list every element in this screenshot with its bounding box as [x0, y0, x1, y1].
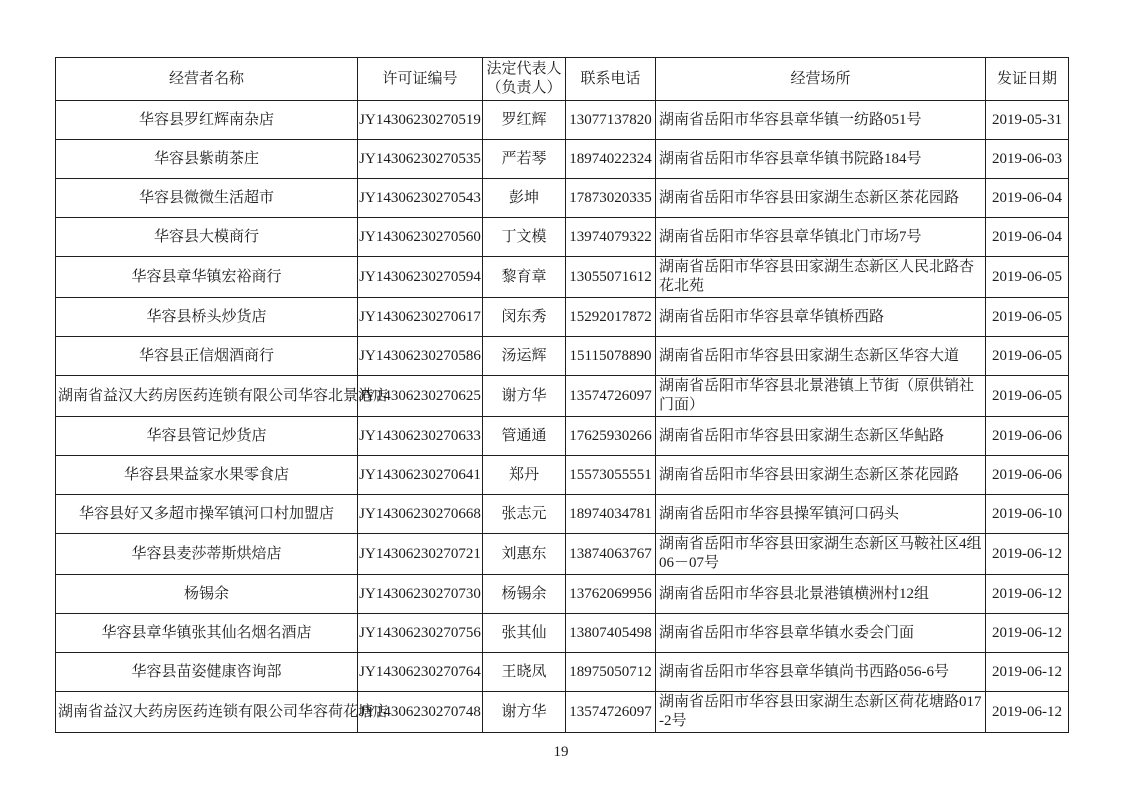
- cell-address: 湖南省岳阳市华容县章华镇北门市场7号: [656, 218, 986, 257]
- cell-name: [56, 456, 358, 495]
- table-row: [56, 417, 1069, 456]
- cell-representative: 闵东秀: [483, 298, 566, 337]
- cell-name: [56, 614, 358, 653]
- cell-issue-date: 2019-06-05: [986, 337, 1069, 376]
- cell-representative: 汤运辉: [483, 337, 566, 376]
- cell-phone: 15573055551: [566, 456, 656, 495]
- cell-address: 湖南省岳阳市华容县北景港镇横洲村12组: [656, 575, 986, 614]
- cell-license: JY14306230270560: [358, 218, 483, 257]
- business-name-text: 杨锡余: [183, 585, 229, 602]
- business-name-text: 华容县章华镇宏裕商行: [131, 268, 282, 285]
- table-row: [56, 376, 1069, 417]
- cell-name: [56, 101, 358, 140]
- table-row: [56, 456, 1069, 495]
- cell-issue-date: 2019-06-05: [986, 376, 1069, 417]
- cell-phone: 13077137820: [566, 101, 656, 140]
- cell-issue-date: 2019-06-12: [986, 534, 1069, 575]
- cell-issue-date: 2019-06-12: [986, 653, 1069, 692]
- cell-phone: 13874063767: [566, 534, 656, 575]
- cell-license: JY14306230270625: [358, 376, 483, 417]
- table-row: [56, 692, 1069, 733]
- cell-representative: 张志元: [483, 495, 566, 534]
- cell-address: 湖南省岳阳市华容县章华镇桥西路: [656, 298, 986, 337]
- business-name-text: 湖南省益汉大药房医药连锁有限公司华容荷花塘店: [58, 703, 389, 720]
- license-table: [55, 57, 1069, 733]
- cell-representative: 张其仙: [483, 614, 566, 653]
- cell-issue-date: 2019-06-12: [986, 614, 1069, 653]
- cell-license: JY14306230270721: [358, 534, 483, 575]
- page-number: 19: [553, 744, 569, 760]
- cell-representative: 严若琴: [483, 140, 566, 179]
- cell-address: 湖南省岳阳市华容县田家湖生态新区茶花园路: [656, 456, 986, 495]
- cell-name: [56, 653, 358, 692]
- table-row: [56, 653, 1069, 692]
- col-header-address: 经营场所: [656, 58, 986, 101]
- cell-representative: 刘惠东: [483, 534, 566, 575]
- cell-representative: 谢方华: [483, 692, 566, 733]
- business-name-text: 华容县桥头炒货店: [146, 308, 267, 325]
- business-name-text: 华容县好又多超市操军镇河口村加盟店: [78, 505, 334, 522]
- business-name-text: 华容县苗姿健康咨询部: [131, 663, 282, 680]
- cell-phone: 13574726097: [566, 692, 656, 733]
- cell-issue-date: 2019-06-12: [986, 692, 1069, 733]
- cell-license: JY14306230270764: [358, 653, 483, 692]
- cell-license: JY14306230270617: [358, 298, 483, 337]
- cell-representative: 丁文模: [483, 218, 566, 257]
- table-row: [56, 614, 1069, 653]
- cell-name: [56, 298, 358, 337]
- cell-address: 湖南省岳阳市华容县田家湖生态新区马鞍社区4组06－07号: [656, 534, 986, 575]
- cell-issue-date: 2019-06-04: [986, 179, 1069, 218]
- cell-representative: 谢方华: [483, 376, 566, 417]
- cell-name: [56, 179, 358, 218]
- col-header-license: 许可证编号: [358, 58, 483, 101]
- cell-phone: 15292017872: [566, 298, 656, 337]
- cell-name: [56, 417, 358, 456]
- cell-license: JY14306230270535: [358, 140, 483, 179]
- cell-phone: 13762069956: [566, 575, 656, 614]
- cell-address: 湖南省岳阳市华容县北景港镇上节街（原供销社门面）: [656, 376, 986, 417]
- cell-issue-date: 2019-06-03: [986, 140, 1069, 179]
- cell-representative: 杨锡余: [483, 575, 566, 614]
- business-name-text: 华容县麦莎蒂斯烘焙店: [131, 545, 282, 562]
- cell-issue-date: 2019-06-12: [986, 575, 1069, 614]
- table-row: [56, 534, 1069, 575]
- cell-name: [56, 257, 358, 298]
- col-header-name: 经营者名称: [56, 58, 358, 101]
- table-row: [56, 101, 1069, 140]
- business-name-text: 华容县罗红辉南杂店: [138, 111, 274, 128]
- table-row: [56, 298, 1069, 337]
- cell-phone: 13055071612: [566, 257, 656, 298]
- cell-address: 湖南省岳阳市华容县章华镇水委会门面: [656, 614, 986, 653]
- cell-name: [56, 692, 389, 733]
- cell-address: 湖南省岳阳市华容县田家湖生态新区茶花园路: [656, 179, 986, 218]
- cell-phone: 18975050712: [566, 653, 656, 692]
- cell-representative: 彭坤: [483, 179, 566, 218]
- cell-name: [56, 140, 358, 179]
- table-body: [56, 101, 1069, 733]
- cell-address: 湖南省岳阳市华容县章华镇一纺路051号: [656, 101, 986, 140]
- cell-name: [56, 575, 358, 614]
- business-name-text: 华容县章华镇张其仙名烟名酒店: [101, 624, 312, 641]
- cell-phone: 18974022324: [566, 140, 656, 179]
- cell-phone: 18974034781: [566, 495, 656, 534]
- cell-license: JY14306230270519: [358, 101, 483, 140]
- cell-phone: 15115078890: [566, 337, 656, 376]
- cell-representative: 管通通: [483, 417, 566, 456]
- cell-representative: 黎育章: [483, 257, 566, 298]
- cell-license: JY14306230270594: [358, 257, 483, 298]
- cell-issue-date: 2019-06-06: [986, 417, 1069, 456]
- cell-license: JY14306230270586: [358, 337, 483, 376]
- business-name-text: 华容县紫萌茶庄: [153, 150, 259, 167]
- cell-phone: 17625930266: [566, 417, 656, 456]
- business-name-text: 湖南省益汉大药房医药连锁有限公司华容北景港店: [58, 387, 389, 404]
- cell-address: 湖南省岳阳市华容县田家湖生态新区荷花塘路017-2号: [656, 692, 986, 733]
- cell-license: JY14306230270730: [358, 575, 483, 614]
- business-name-text: 华容县管记炒货店: [146, 427, 267, 444]
- table-row: [56, 575, 1069, 614]
- cell-address: 湖南省岳阳市华容县田家湖生态新区华容大道: [656, 337, 986, 376]
- cell-phone: 13807405498: [566, 614, 656, 653]
- cell-license: JY14306230270543: [358, 179, 483, 218]
- business-name-text: 华容县微微生活超市: [138, 189, 274, 206]
- cell-issue-date: 2019-06-04: [986, 218, 1069, 257]
- cell-address: 湖南省岳阳市华容县章华镇书院路184号: [656, 140, 986, 179]
- cell-name: [56, 218, 358, 257]
- cell-issue-date: 2019-06-05: [986, 257, 1069, 298]
- table-row: [56, 257, 1069, 298]
- cell-name: [56, 534, 358, 575]
- cell-issue-date: 2019-05-31: [986, 101, 1069, 140]
- cell-address: 湖南省岳阳市华容县操军镇河口码头: [656, 495, 986, 534]
- cell-license: JY14306230270748: [358, 692, 483, 733]
- table-header-row: [56, 58, 1069, 101]
- col-header-phone: 联系电话: [566, 58, 656, 101]
- cell-phone: 13574726097: [566, 376, 656, 417]
- cell-name: [56, 376, 389, 417]
- table-row: [56, 140, 1069, 179]
- cell-phone: 13974079322: [566, 218, 656, 257]
- cell-address: 湖南省岳阳市华容县田家湖生态新区华鲇路: [656, 417, 986, 456]
- cell-address: 湖南省岳阳市华容县章华镇尚书西路056-6号: [656, 653, 986, 692]
- cell-phone: 17873020335: [566, 179, 656, 218]
- business-name-text: 华容县果益家水果零食店: [123, 466, 289, 483]
- table-row: [56, 495, 1069, 534]
- cell-issue-date: 2019-06-06: [986, 456, 1069, 495]
- cell-representative: 王晓凤: [483, 653, 566, 692]
- cell-issue-date: 2019-06-10: [986, 495, 1069, 534]
- col-header-representative: 法定代表人（负责人）: [483, 58, 566, 101]
- col-header-issue-date: 发证日期: [986, 58, 1069, 101]
- cell-license: JY14306230270633: [358, 417, 483, 456]
- table-row: [56, 218, 1069, 257]
- cell-representative: 郑丹: [483, 456, 566, 495]
- cell-license: JY14306230270756: [358, 614, 483, 653]
- cell-address: 湖南省岳阳市华容县田家湖生态新区人民北路杏花北苑: [656, 257, 986, 298]
- cell-representative: 罗红辉: [483, 101, 566, 140]
- cell-name: [56, 495, 358, 534]
- table-row: [56, 179, 1069, 218]
- cell-name: [56, 337, 358, 376]
- business-name-text: 华容县大模商行: [153, 228, 259, 245]
- cell-license: JY14306230270668: [358, 495, 483, 534]
- business-name-text: 华容县正信烟酒商行: [138, 347, 274, 364]
- cell-license: JY14306230270641: [358, 456, 483, 495]
- cell-issue-date: 2019-06-05: [986, 298, 1069, 337]
- table-row: [56, 337, 1069, 376]
